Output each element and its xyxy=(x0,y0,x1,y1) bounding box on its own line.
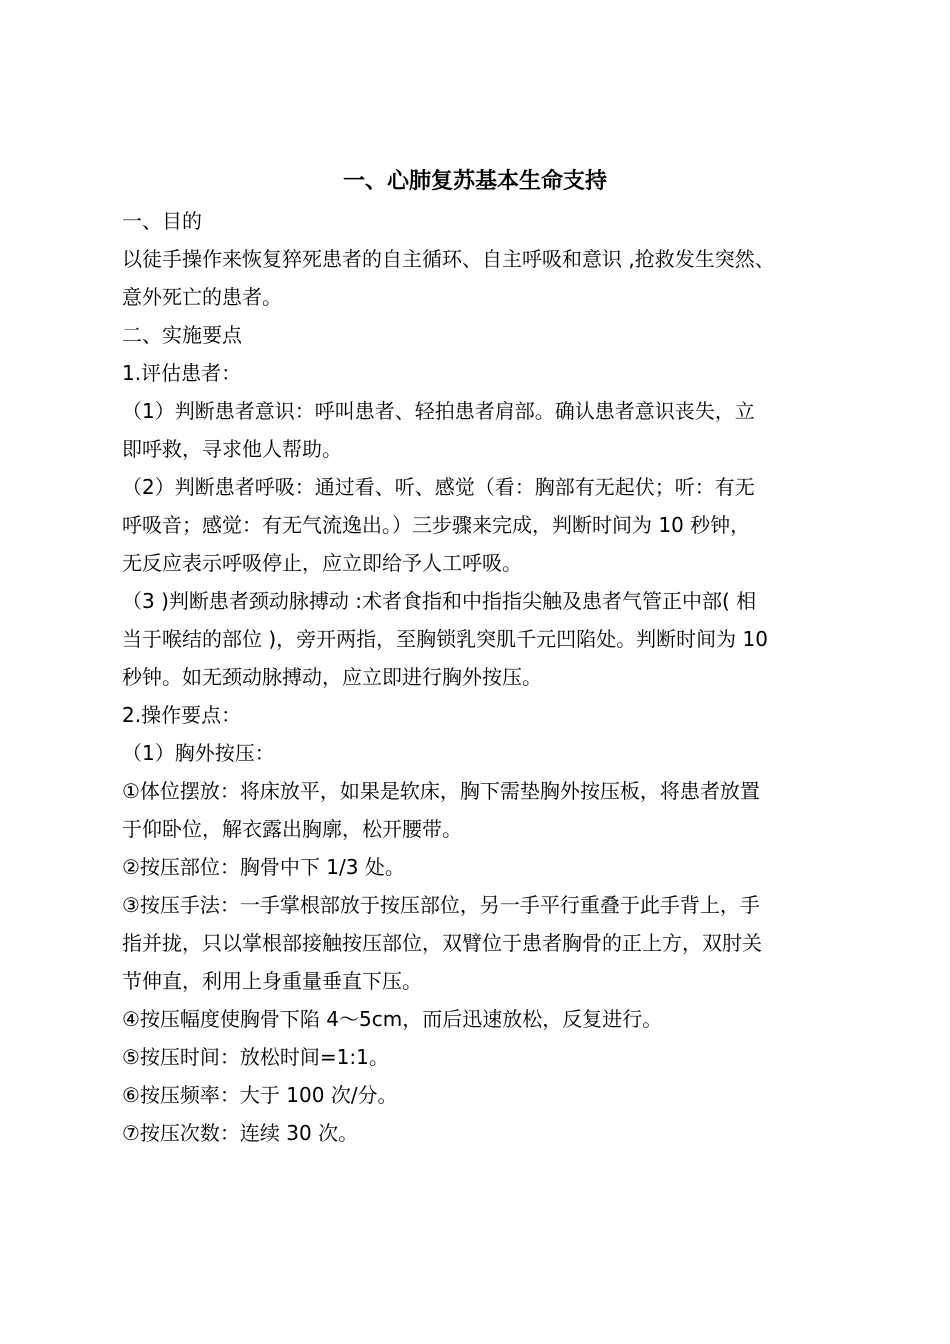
body-line: （3 )判断患者颈动脉搏动 :术者食指和中指指尖触及患者气管正中部( 相 xyxy=(122,589,757,613)
body-line: ⑥按压频率：大于 100 次/分。 xyxy=(122,1083,398,1107)
body-line: 无反应表示呼吸停止，应立即给予人工呼吸。 xyxy=(122,551,522,575)
subheading-assess-patient: 1.评估患者： xyxy=(122,361,242,385)
document-body xyxy=(122,202,834,1152)
body-line: （2）判断患者呼吸：通过看、听、感觉（看：胸部有无起伏；听：有无 xyxy=(122,475,755,499)
body-line: ⑤按压时间：放松时间=1:1。 xyxy=(122,1045,389,1069)
body-line: 呼吸音；感觉：有无气流逸出。）三步骤来完成，判断时间为 10 秒钟， xyxy=(122,513,751,537)
body-line: ④按压幅度使胸骨下陷 4～5cm，而后迅速放松，反复进行。 xyxy=(122,1007,663,1031)
body-line: 意外死亡的患者。 xyxy=(122,285,282,309)
subheading-operation-points: 2.操作要点： xyxy=(122,703,242,727)
body-line: 于仰卧位，解衣露出胸廓，松开腰带。 xyxy=(122,817,462,841)
body-line: 节伸直，利用上身重量垂直下压。 xyxy=(122,969,422,993)
body-line: 即呼救，寻求他人帮助。 xyxy=(122,437,342,461)
body-line: ⑦按压次数：连续 30 次。 xyxy=(122,1121,359,1145)
body-line: ③按压手法：一手掌根部放于按压部位，另一手平行重叠于此手背上，手 xyxy=(122,893,760,917)
subheading-chest-compression: （1）胸外按压： xyxy=(122,741,275,765)
document-title: 一、心肺复苏基本生命支持 xyxy=(342,169,607,194)
body-line: 指并拢，只以掌根部接触按压部位，双臂位于患者胸骨的正上方，双肘关 xyxy=(122,931,762,955)
section-heading-key-points: 二、实施要点 xyxy=(122,323,242,347)
body-line: ①体位摆放：将床放平，如果是软床，胸下需垫胸外按压板，将患者放置 xyxy=(122,779,760,803)
body-line: （1）判断患者意识：呼叫患者、轻拍患者肩部。确认患者意识丧失，立 xyxy=(122,399,755,423)
body-line: ②按压部位：胸骨中下 1/3 处。 xyxy=(122,855,405,879)
section-heading-purpose: 一、目的 xyxy=(122,209,202,233)
body-line: 秒钟。如无颈动脉搏动，应立即进行胸外按压。 xyxy=(122,665,542,689)
body-line: 以徒手操作来恢复猝死患者的自主循环、自主呼吸和意识 ,抢救发生突然、 xyxy=(122,247,775,271)
body-line: 当于喉结的部位 )，旁开两指，至胸锁乳突肌千元凹陷处。判断时间为 10 xyxy=(122,627,768,651)
